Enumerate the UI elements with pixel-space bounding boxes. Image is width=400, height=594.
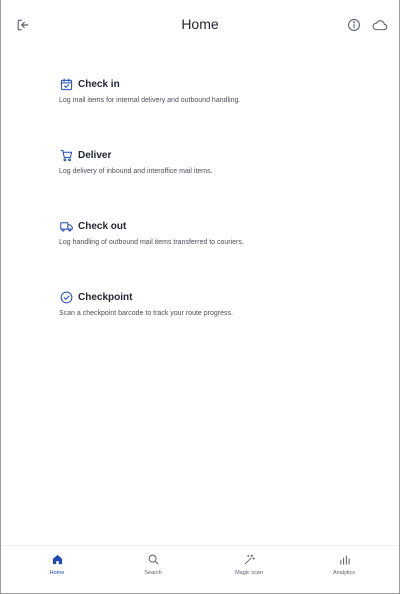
tab-home[interactable] [27, 546, 87, 593]
bottom-tab-bar [1, 545, 399, 593]
magic-wand-icon [243, 553, 255, 565]
page-title: Home [181, 16, 219, 32]
search-icon [147, 553, 159, 565]
tab-magic-scan[interactable] [219, 546, 279, 593]
tab-label: Home [49, 570, 65, 576]
check-out-card[interactable] [59, 218, 359, 289]
card-title: Check in [78, 78, 120, 90]
cloud-icon [372, 18, 388, 32]
calendar-check-icon [59, 77, 73, 91]
checkpoint-card[interactable] [59, 289, 359, 360]
check-in-card[interactable] [59, 76, 359, 147]
tab-search[interactable] [123, 546, 183, 593]
card-header [59, 147, 359, 163]
tab-label: Search [144, 570, 162, 576]
card-description: Log handling of outbound mail items transferred to couriers. [59, 239, 244, 246]
cart-icon [59, 148, 73, 162]
card-header [59, 218, 359, 234]
tab-label: Magic scan [235, 570, 263, 576]
deliver-card[interactable] [59, 147, 359, 218]
card-description: Log delivery of inbound and interoffice mail items. [59, 168, 213, 175]
check-circle-icon [59, 290, 73, 304]
card-title: Checkpoint [78, 291, 133, 303]
card-description: Scan a checkpoint barcode to track your route progress. [59, 310, 233, 317]
info-button[interactable] [346, 17, 362, 33]
info-icon [347, 18, 361, 32]
bar-chart-icon [338, 553, 350, 565]
tab-label: Analytics [332, 570, 355, 576]
card-description: Log mail items for internal delivery and outbound handling. [59, 97, 241, 104]
card-title: Deliver [78, 149, 112, 161]
tab-analytics[interactable] [314, 546, 374, 593]
card-header [59, 289, 359, 305]
home-icon [51, 553, 63, 565]
top-header [1, 0, 399, 50]
card-header [59, 76, 359, 92]
cloud-sync-button[interactable] [371, 17, 389, 33]
action-list [59, 76, 359, 360]
card-title: Check out [78, 220, 127, 232]
truck-icon [59, 219, 73, 233]
